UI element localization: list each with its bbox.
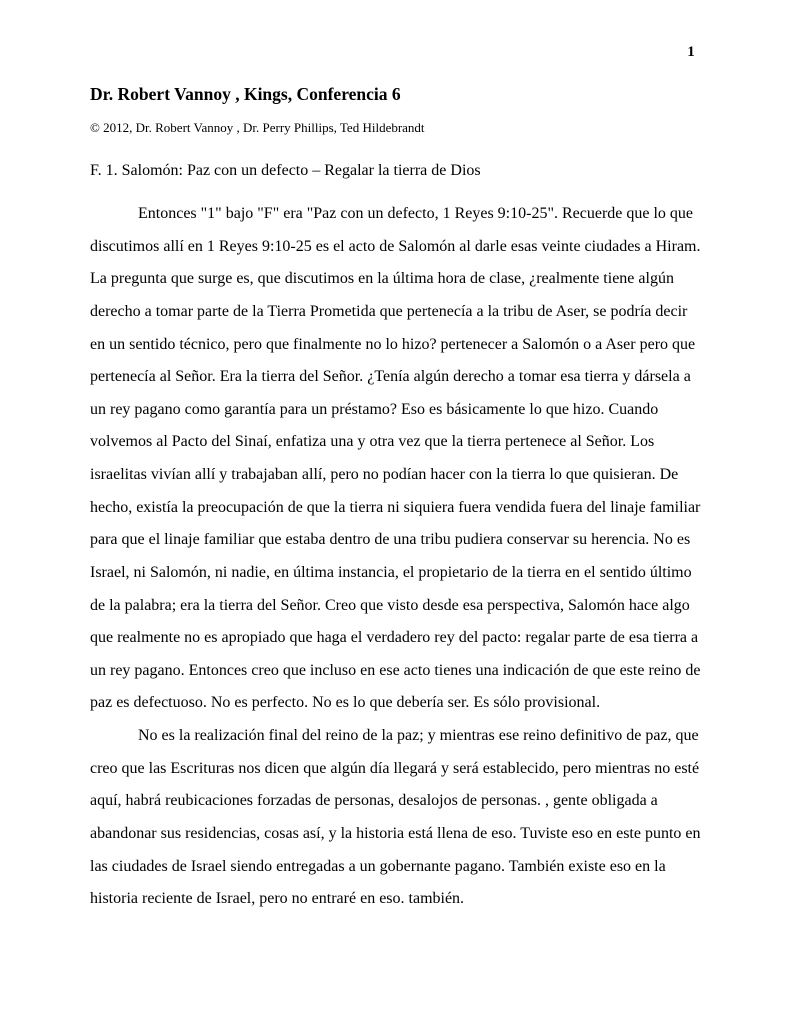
copyright-line: © 2012, Dr. Robert Vannoy , Dr. Perry Phillips, Ted Hildebrandt <box>90 120 425 135</box>
paragraph-2: No es la realización final del reino de la paz; y mientras ese reino definitivo de paz, que creo que las Escrituras nos dicen que algún día llegará y será establecido, pero mientras no esté aquí, habrá reubicaciones forzadas de personas, desalojos de personas. , gente obligada a abandonar sus residencias, cosas así, y la historia está llena de eso. Tuviste eso en este punto en las ciudades de Israel siendo entregadas a un gobernante pagano. También existe eso en la historia reciente de Israel, pero no entraré en eso. también. <box>90 727 701 908</box>
section-heading: F. 1. Salomón: Paz con un defecto – Regalar la tierra de Dios <box>90 162 481 179</box>
page-number: 1 <box>687 44 695 60</box>
document-body <box>90 198 703 916</box>
document-title: Dr. Robert Vannoy , Kings, Conferencia 6 <box>90 84 401 104</box>
paragraph-1: Entonces "1" bajo "F" era "Paz con un defecto, 1 Reyes 9:10-25". Recuerde que lo que discutimos allí en 1 Reyes 9:10-25 es el acto de Salomón al darle esas veinte ciudades a Hiram. La pregunta que surge es, que discutimos en la última hora de clase, ¿realmente tiene algún derecho a tomar parte de la Tierra Prometida que pertenecía a la tribu de Aser, se podría decir en un sentido técnico, pero que finalmente no lo hizo? pertenecer a Salomón o a Aser pero que pertenecía al Señor. Era la tierra del Señor. ¿Tenía algún derecho a tomar esa tierra y dársela a un rey pagano como garantía para un préstamo? Eso es básicamente lo que hizo. Cuando volvemos al Pacto del Sinaí, enfatiza una y otra vez que la tierra pertenece al Señor. Los israelitas vivían allí y trabajaban allí, pero no podían hacer con la tierra lo que quisieran. De hecho, existía la preocupación de que la tierra ni siquiera fuera vendida fuera del linaje familiar para que el linaje familiar que estaba dentro de una tribu pudiera conservar su herencia. No es Israel, ni Salomón, ni nadie, en última instancia, el propietario de la tierra en el sentido último de la palabra; era la tierra del Señor. Creo que visto desde esa perspectiva, Salomón hace algo que realmente no es apropiado que haga el verdadero rey del pacto: regalar parte de esa tierra a un rey pagano. Entonces creo que incluso en ese acto tienes una indicación de que este reino de paz es defectuoso. No es perfecto. No es lo que debería ser. Es sólo provisional. <box>90 205 701 712</box>
